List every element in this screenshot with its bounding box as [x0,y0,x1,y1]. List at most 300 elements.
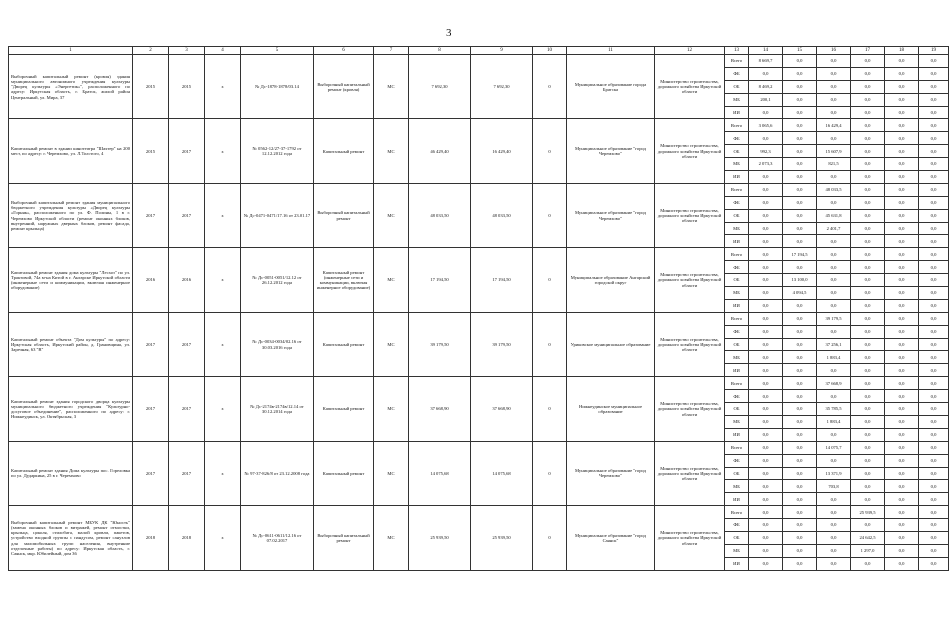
amount-cell: 0,0 [817,544,851,557]
amount-cell: 0,0 [885,93,919,106]
amount-cell: 14 075,7 [817,441,851,454]
amount-cell: 0,0 [783,364,817,377]
funding-source: ОБ [725,403,749,416]
amount-cell: 0,0 [783,480,817,493]
end-year: 2017 [169,377,205,441]
column-header: 5 [241,47,314,55]
amount-cell: 0,0 [919,403,949,416]
table-row [9,312,949,325]
col10-value: 0 [533,377,567,441]
column-header: 6 [314,47,374,55]
amount-cell: 0,0 [851,467,885,480]
table-row [9,183,949,196]
amount-cell: 0,0 [885,493,919,506]
remaining-cost: 7 692,30 [471,55,533,119]
amount-cell: 0,0 [783,132,817,145]
amount-cell: 0,0 [817,261,851,274]
municipality: Муниципальное образование "город Черемхово" [567,183,655,247]
amount-cell: 0,0 [749,493,783,506]
amount-cell: 0,0 [817,67,851,80]
document-number: № Дс-0611-0611/12.16 от 07.02.2017 [241,506,314,570]
amount-cell: 0,0 [817,80,851,93]
col10-value: 0 [533,248,567,312]
project-description: Капитальный ремонт здания городского дворца культуры муниципального бюджетного учреждения "Культурно-досуговое объединение", расположенного по адресу: г. Нижнеудинск, ул. Октябрьская, 3 [9,377,133,441]
amount-cell: 0,0 [851,80,885,93]
amount-cell: 0,0 [817,235,851,248]
remaining-cost: 37 668,90 [471,377,533,441]
start-year: 2017 [133,377,169,441]
amount-cell: 0,0 [919,158,949,171]
amount-cell: 0,0 [919,493,949,506]
amount-cell: 0,0 [783,506,817,519]
amount-cell: 0,0 [885,158,919,171]
total-cost: 7 692,30 [409,55,471,119]
amount-cell: 2 401,7 [817,222,851,235]
end-year: 2015 [169,55,205,119]
amount-cell: 0,0 [885,506,919,519]
amount-cell: 0,0 [919,119,949,132]
amount-cell: 0,0 [851,351,885,364]
amount-cell: 0,0 [851,338,885,351]
amount-cell: 37 668,9 [817,377,851,390]
amount-cell: 0,0 [919,261,949,274]
funding-source: ФБ [725,132,749,145]
amount-cell: 0,0 [783,158,817,171]
end-year: 2017 [169,312,205,376]
amount-cell: 0,0 [919,55,949,68]
customer: Министерство строительства, дорожного хозяйства Иркутской области [655,119,725,183]
amount-cell: 0,0 [817,557,851,570]
amount-cell: 0,0 [851,428,885,441]
amount-cell: 0,0 [749,299,783,312]
mark: х [205,119,241,183]
amount-cell: 0,0 [885,106,919,119]
amount-cell: 0,0 [749,364,783,377]
amount-cell: 0,0 [851,67,885,80]
funding-source: ОБ [725,209,749,222]
amount-cell: 0,0 [749,274,783,287]
customer: Министерство строительства, дорожного хозяйства Иркутской области [655,377,725,441]
amount-cell: 0,0 [749,106,783,119]
work-type: Выборочный капитальный ремонт (кровля) [314,55,374,119]
amount-cell: 1 883,4 [817,415,851,428]
funding-source: ОБ [725,467,749,480]
document-number: № Дс-2174в-2174в/12.14 от 30.12.2014 года [241,377,314,441]
amount-cell: 0,0 [851,480,885,493]
amount-cell: 0,0 [783,106,817,119]
mark: х [205,312,241,376]
funding-source: ОБ [725,80,749,93]
col10-value: 0 [533,441,567,505]
amount-cell: 0,0 [851,196,885,209]
document-number: № 0562-12/27-37-1792 от 12.12.2012 года [241,119,314,183]
amount-cell: 0,0 [783,454,817,467]
amount-cell: 0,0 [851,557,885,570]
unit: МС [374,119,409,183]
funding-source: МБ [725,158,749,171]
amount-cell: 0,0 [885,274,919,287]
amount-cell: 0,0 [919,80,949,93]
amount-cell: 0,0 [749,441,783,454]
amount-cell: 0,0 [851,119,885,132]
amount-cell: 0,0 [749,557,783,570]
amount-cell: 0,0 [749,531,783,544]
column-header: 9 [471,47,533,55]
amount-cell: 0,0 [817,364,851,377]
amount-cell: 0,0 [851,261,885,274]
amount-cell: 0,0 [783,351,817,364]
end-year: 2016 [169,248,205,312]
end-year: 2018 [169,506,205,570]
amount-cell: 8 669,7 [749,55,783,68]
amount-cell: 0,0 [749,415,783,428]
funding-source: Всего [725,506,749,519]
amount-cell: 0,0 [851,377,885,390]
document-number: № Дс-1878-1878/03.14 [241,55,314,119]
amount-cell: 0,0 [919,428,949,441]
amount-cell: 0,0 [919,209,949,222]
total-cost: 48 033,50 [409,183,471,247]
remaining-cost: 16 429,40 [471,119,533,183]
amount-cell: 0,0 [919,364,949,377]
funding-source: Всего [725,441,749,454]
funding-source: МБ [725,287,749,300]
amount-cell: 0,0 [885,196,919,209]
amount-cell: 0,0 [919,531,949,544]
amount-cell: 0,0 [885,183,919,196]
amount-cell: 0,0 [919,145,949,158]
amount-cell: 0,0 [749,325,783,338]
customer: Министерство строительства, дорожного хозяйства Иркутской области [655,248,725,312]
amount-cell: 0,0 [749,390,783,403]
funding-source: Всего [725,377,749,390]
amount-cell: 13 371,9 [817,467,851,480]
amount-cell: 0,0 [749,222,783,235]
amount-cell: 0,0 [885,261,919,274]
start-year: 2018 [133,506,169,570]
unit: МС [374,248,409,312]
municipality: Нижнеудинское муниципальное образование [567,377,655,441]
amount-cell: 0,0 [851,415,885,428]
column-header: 3 [169,47,205,55]
funding-source: ИИ [725,106,749,119]
amount-cell: 0,0 [919,235,949,248]
remaining-cost: 48 033,50 [471,183,533,247]
amount-cell: 37 256,1 [817,338,851,351]
funding-source: ФБ [725,67,749,80]
amount-cell: 0,0 [749,196,783,209]
amount-cell: 0,0 [885,209,919,222]
amount-cell: 0,0 [783,261,817,274]
customer: Министерство строительства, дорожного хозяйства Иркутской области [655,55,725,119]
page-number: 3 [446,27,452,39]
funding-source: МБ [725,93,749,106]
amount-cell: 0,0 [749,287,783,300]
amount-cell: 0,0 [851,325,885,338]
customer: Министерство строительства, дорожного хозяйства Иркутской области [655,312,725,376]
amount-cell: 0,0 [919,67,949,80]
amount-cell: 0,0 [783,119,817,132]
amount-cell: 0,0 [885,480,919,493]
amount-cell: 0,0 [851,390,885,403]
amount-cell: 0,0 [919,287,949,300]
project-description: Капитальный ремонт в здании кинотеатра "Шахтер" на 200 мест, по адресу: г. Черемхово, ул. Л.Толстого, 4 [9,119,133,183]
municipality: Муниципальное образование "город Черемхово" [567,119,655,183]
amount-cell: 0,0 [885,287,919,300]
amount-cell: 0,0 [817,93,851,106]
funding-source: ОБ [725,531,749,544]
amount-cell: 0,0 [919,351,949,364]
column-header: 7 [374,47,409,55]
amount-cell: 0,0 [885,351,919,364]
municipality: Муниципальное образование Ангарский городской округ [567,248,655,312]
amount-cell: 0,0 [749,480,783,493]
amount-cell: 0,0 [851,106,885,119]
amount-cell: 0,0 [817,325,851,338]
mark: х [205,441,241,505]
amount-cell: 0,0 [919,106,949,119]
amount-cell: 0,0 [851,145,885,158]
amount-cell: 0,0 [885,338,919,351]
table-row [9,248,949,261]
funding-source: Всего [725,55,749,68]
column-header: 1 [9,47,133,55]
funding-source: ФБ [725,325,749,338]
start-year: 2017 [133,183,169,247]
amount-cell: 2 073,3 [749,158,783,171]
amount-cell: 0,0 [749,261,783,274]
column-header: 16 [817,47,851,55]
amount-cell: 0,0 [749,235,783,248]
amount-cell: 0,0 [783,403,817,416]
amount-cell: 0,0 [851,132,885,145]
document-number: № Дс-0034-0034/02.16 от 30.03.2016 года [241,312,314,376]
mark: х [205,55,241,119]
funding-source: ФБ [725,519,749,532]
amount-cell: 13 100,0 [783,274,817,287]
amount-cell: 0,0 [885,390,919,403]
amount-cell: 0,0 [783,338,817,351]
start-year: 2016 [133,248,169,312]
total-cost: 17 194,50 [409,248,471,312]
amount-cell: 0,0 [817,454,851,467]
amount-cell: 0,0 [817,196,851,209]
amount-cell: 0,0 [749,428,783,441]
col10-value: 0 [533,506,567,570]
mark: х [205,506,241,570]
amount-cell: 0,0 [817,493,851,506]
amount-cell: 0,0 [749,338,783,351]
amount-cell: 0,0 [851,441,885,454]
start-year: 2015 [133,55,169,119]
amount-cell: 0,0 [749,454,783,467]
amount-cell: 1 297,0 [851,544,885,557]
column-header: 19 [919,47,949,55]
amount-cell: 0,0 [817,287,851,300]
funding-source: ОБ [725,274,749,287]
start-year: 2017 [133,312,169,376]
amount-cell: 0,0 [919,454,949,467]
amount-cell: 0,0 [749,377,783,390]
amount-cell: 0,0 [749,544,783,557]
amount-cell: 0,0 [851,171,885,184]
funding-source: Всего [725,119,749,132]
amount-cell: 0,0 [783,93,817,106]
amount-cell: 1 883,4 [817,351,851,364]
amount-cell: 0,0 [885,235,919,248]
col10-value: 0 [533,55,567,119]
amount-cell: 0,0 [783,145,817,158]
amount-cell: 0,0 [817,248,851,261]
amount-cell: 0,0 [783,235,817,248]
amount-cell: 0,0 [885,467,919,480]
start-year: 2017 [133,441,169,505]
amount-cell: 24 642,5 [851,531,885,544]
amount-cell: 0,0 [783,557,817,570]
amount-cell: 0,0 [885,377,919,390]
amount-cell: 0,0 [851,248,885,261]
column-header: 17 [851,47,885,55]
amount-cell: 0,0 [919,544,949,557]
unit: МС [374,441,409,505]
amount-cell: 0,0 [919,93,949,106]
amount-cell: 0,0 [783,467,817,480]
column-header: 13 [725,47,749,55]
amount-cell: 0,0 [885,171,919,184]
column-header: 4 [205,47,241,55]
amount-cell: 0,0 [919,338,949,351]
amount-cell: 16 429,4 [817,119,851,132]
work-type: Капитальный ремонт [314,377,374,441]
amount-cell: 0,0 [851,55,885,68]
amount-cell: 0,0 [817,299,851,312]
project-description: Выборочный капитальный ремонт здания муниципального бюджетного учреждения культуры «Дворец культуры «Горняк», расположенного по ул. Ф. Полины, 1 в г. Черемхово Иркутской области (ремонт оконных блоков, внутренний, наружных дверных блоков, ремонт фасада, ремонт крыльца) [9,183,133,247]
amount-cell: 0,0 [749,506,783,519]
funding-source: ИИ [725,171,749,184]
funding-source: Всего [725,183,749,196]
funding-source: МБ [725,351,749,364]
amount-cell: 0,0 [749,209,783,222]
amount-cell: 0,0 [749,183,783,196]
funding-source: ФБ [725,196,749,209]
amount-cell: 0,0 [749,171,783,184]
amount-cell: 0,0 [749,351,783,364]
amount-cell: 0,0 [783,196,817,209]
amount-cell: 0,0 [885,519,919,532]
amount-cell: 0,0 [783,531,817,544]
funding-source: ИИ [725,235,749,248]
amount-cell: 0,0 [885,454,919,467]
amount-cell: 0,0 [783,67,817,80]
column-header: 14 [749,47,783,55]
document-number: № Дс-0471-0471/17.16 от 23.01.17 [241,183,314,247]
amount-cell: 0,0 [817,531,851,544]
unit: МС [374,377,409,441]
amount-cell: 0,0 [919,222,949,235]
amount-cell: 0,0 [919,506,949,519]
amount-cell: 0,0 [783,519,817,532]
customer: Министерство строительства, дорожного хозяйства Иркутской области [655,506,725,570]
amount-cell: 0,0 [851,364,885,377]
customer: Министерство строительства, дорожного хозяйства Иркутской области [655,183,725,247]
amount-cell: 0,0 [885,248,919,261]
total-cost: 14 075,68 [409,441,471,505]
amount-cell: 0,0 [919,519,949,532]
funding-source: ИИ [725,493,749,506]
amount-cell: 15 607,9 [817,145,851,158]
amount-cell: 0,0 [885,299,919,312]
column-header: 12 [655,47,725,55]
column-header: 18 [885,47,919,55]
amount-cell: 0,0 [885,441,919,454]
amount-cell: 0,0 [885,325,919,338]
funding-source: МБ [725,544,749,557]
funding-source: МБ [725,415,749,428]
program-table [8,46,949,571]
table-row [9,55,949,68]
project-description: Выборочный капитальный ремонт (кровля) здания муниципального автономного учреждения культуры "Дворец культуры «Энергетик»", расположенного по адресу: Иркутская область, г. Братск, жилой район Центральный, ул. Мира, 37 [9,55,133,119]
amount-cell: 0,0 [851,158,885,171]
amount-cell: 0,0 [919,480,949,493]
amount-cell: 0,0 [783,428,817,441]
amount-cell: 0,0 [851,183,885,196]
amount-cell: 0,0 [885,119,919,132]
amount-cell: 0,0 [783,299,817,312]
amount-cell: 0,0 [885,428,919,441]
remaining-cost: 14 075,68 [471,441,533,505]
total-cost: 46 429,40 [409,119,471,183]
amount-cell: 0,0 [885,222,919,235]
table-body [9,47,949,571]
unit: МС [374,55,409,119]
column-header: 8 [409,47,471,55]
amount-cell: 48 033,5 [817,183,851,196]
amount-cell: 0,0 [919,415,949,428]
amount-cell: 0,0 [919,557,949,570]
amount-cell: 0,0 [885,403,919,416]
amount-cell: 0,0 [817,519,851,532]
amount-cell: 0,0 [851,222,885,235]
funding-source: ОБ [725,145,749,158]
amount-cell: 0,0 [783,493,817,506]
amount-cell: 0,0 [885,531,919,544]
amount-cell: 0,0 [919,299,949,312]
amount-cell: 45 631,8 [817,209,851,222]
unit: МС [374,183,409,247]
amount-cell: 0,0 [851,403,885,416]
work-type: Капитальный ремонт [314,441,374,505]
column-header: 2 [133,47,169,55]
amount-cell: 0,0 [783,415,817,428]
end-year: 2017 [169,119,205,183]
table-row [9,441,949,454]
unit: МС [374,506,409,570]
amount-cell: 200,1 [749,93,783,106]
amount-cell: 0,0 [749,403,783,416]
amount-cell: 0,0 [919,274,949,287]
amount-cell: 0,0 [817,132,851,145]
amount-cell: 0,0 [851,454,885,467]
funding-source: ФБ [725,261,749,274]
funding-source: ОБ [725,338,749,351]
amount-cell: 0,0 [851,493,885,506]
amount-cell: 0,0 [783,209,817,222]
amount-cell: 0,0 [919,312,949,325]
amount-cell: 0,0 [919,325,949,338]
amount-cell: 35 785,5 [817,403,851,416]
table-row [9,119,949,132]
funding-source: ИИ [725,364,749,377]
